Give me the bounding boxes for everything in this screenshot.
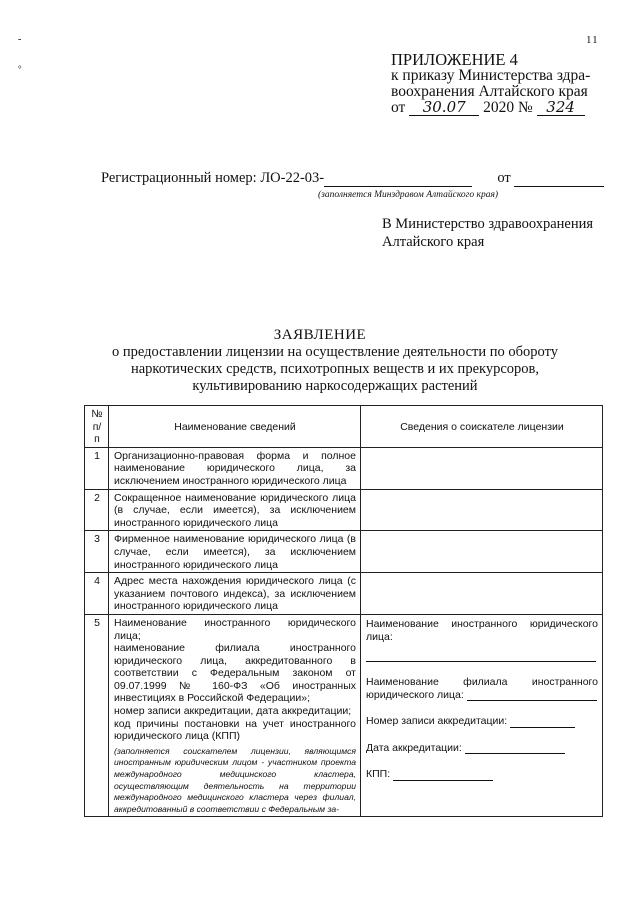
handwritten-order-number: 324 (537, 100, 585, 116)
accreditation-date-input[interactable] (465, 743, 565, 754)
row-number: 1 (85, 447, 109, 489)
field-label: Наименование филиала иностранного юридического лица: (366, 676, 598, 701)
accreditation-date-field (366, 742, 598, 755)
row-number: 4 (85, 573, 109, 615)
field-label: КПП: (366, 768, 391, 781)
row-value-cell[interactable] (361, 531, 603, 573)
registration-date-field[interactable] (514, 172, 604, 187)
column-header-value: Сведения о соискателе лицензии (361, 406, 603, 448)
registration-from-label: от (497, 170, 511, 186)
registration-number-field[interactable] (324, 172, 472, 187)
appendix-date-line (391, 100, 590, 116)
recipient-block (382, 215, 593, 251)
scan-mark: - (18, 34, 22, 45)
row-label: Фирменное наименование юридического лица (в случае, если имеется), за исключением иностранного юридического лица (109, 531, 361, 573)
table-row (85, 531, 603, 573)
row-value-cell[interactable] (361, 489, 603, 531)
table-row (85, 489, 603, 531)
page-number: 11 (586, 34, 599, 46)
table-header-row (85, 406, 603, 448)
appendix-title: ПРИЛОЖЕНИЕ 4 (391, 50, 518, 69)
row-value-cell[interactable] (361, 573, 603, 615)
handwritten-date: 30.07 (409, 100, 479, 116)
accreditation-number-input[interactable] (510, 717, 575, 728)
row-label-line: Наименование иностранного юридического лица; (114, 616, 356, 642)
row-label-line: код причины постановки на учет иностранного юридического лица (КПП) (114, 717, 356, 743)
row-label: Организационно-правовая форма и полное наименование юридического лица, за исключением иностранного юридического лица (109, 447, 361, 489)
field-label: Номер записи аккредитации: (366, 715, 508, 728)
appendix-line: к приказу Министерства здра- (391, 67, 591, 84)
row-label-line: наименование филиала иностранного юридического лица, аккредитованного в соответствии с Федеральным законом от 09.07.1999 № 160-ФЗ «Об иностранных инвестициях в Российской Федерации»; (114, 642, 356, 705)
branch-name-input[interactable] (467, 690, 597, 701)
row-label: Адрес места нахождения юридического лица (с указанием почтового индекса), за исключением иностранного юридического лица (109, 573, 361, 615)
registration-note: (заполняется Минздравом Алтайского края) (318, 190, 499, 200)
table-row (85, 573, 603, 615)
from-label: от (391, 99, 406, 116)
accreditation-number-field (366, 715, 598, 728)
row-number: 5 (85, 614, 109, 817)
year-number-label: 2020 № (483, 99, 533, 116)
row-value-cell[interactable] (361, 447, 603, 489)
row-number: 3 (85, 531, 109, 573)
table-row (85, 614, 603, 817)
row-label-line: номер записи аккредитации, дата аккредитации; (114, 705, 352, 718)
foreign-name-input[interactable] (366, 651, 596, 662)
registration-label: Регистрационный номер: ЛО-22-03- (101, 170, 325, 186)
column-header-number: № п/п (85, 406, 109, 448)
column-header-name: Наименование сведений (109, 406, 361, 448)
field-label: Дата аккредитации: (366, 741, 462, 754)
appendix-line: воохранения Алтайского края (391, 83, 588, 100)
foreign-name-field (366, 618, 598, 662)
scan-mark: ° (18, 64, 22, 74)
document-subtitle: о предоставлении лицензии на осуществление деятельности по обороту наркотических средств, психотропных веществ и их прекурсоров, культивированию наркосодержащих растений (112, 344, 558, 394)
recipient-line: Алтайского края (382, 234, 485, 250)
appendix-block (391, 52, 590, 116)
branch-name-field (366, 676, 598, 701)
document-title: ЗАЯВЛЕНИЕ (273, 327, 367, 343)
field-label: Наименование иностранного юридического лица: (366, 617, 598, 643)
kpp-field (366, 768, 598, 781)
kpp-input[interactable] (393, 770, 493, 781)
recipient-line: В Министерство здравоохранения (382, 216, 594, 232)
row-label (109, 614, 361, 817)
row-value-cell (361, 614, 603, 817)
registration-line (101, 170, 604, 187)
row-label: Сокращенное наименование юридического лица (в случае, если имеется), за исключением иностранного юридического лица (109, 489, 361, 531)
row-footnote: (заполняется соискателем лицензии, являющимся иностранным юридическим лицом - участником проекта международного медицинского кластера, осуществляющим деятельность на территории международного медицинского кластера через филиал, аккредитованный в соответствии с Федеральным за- (114, 745, 356, 814)
application-table (84, 405, 603, 817)
row-number: 2 (85, 489, 109, 531)
table-row (85, 447, 603, 489)
